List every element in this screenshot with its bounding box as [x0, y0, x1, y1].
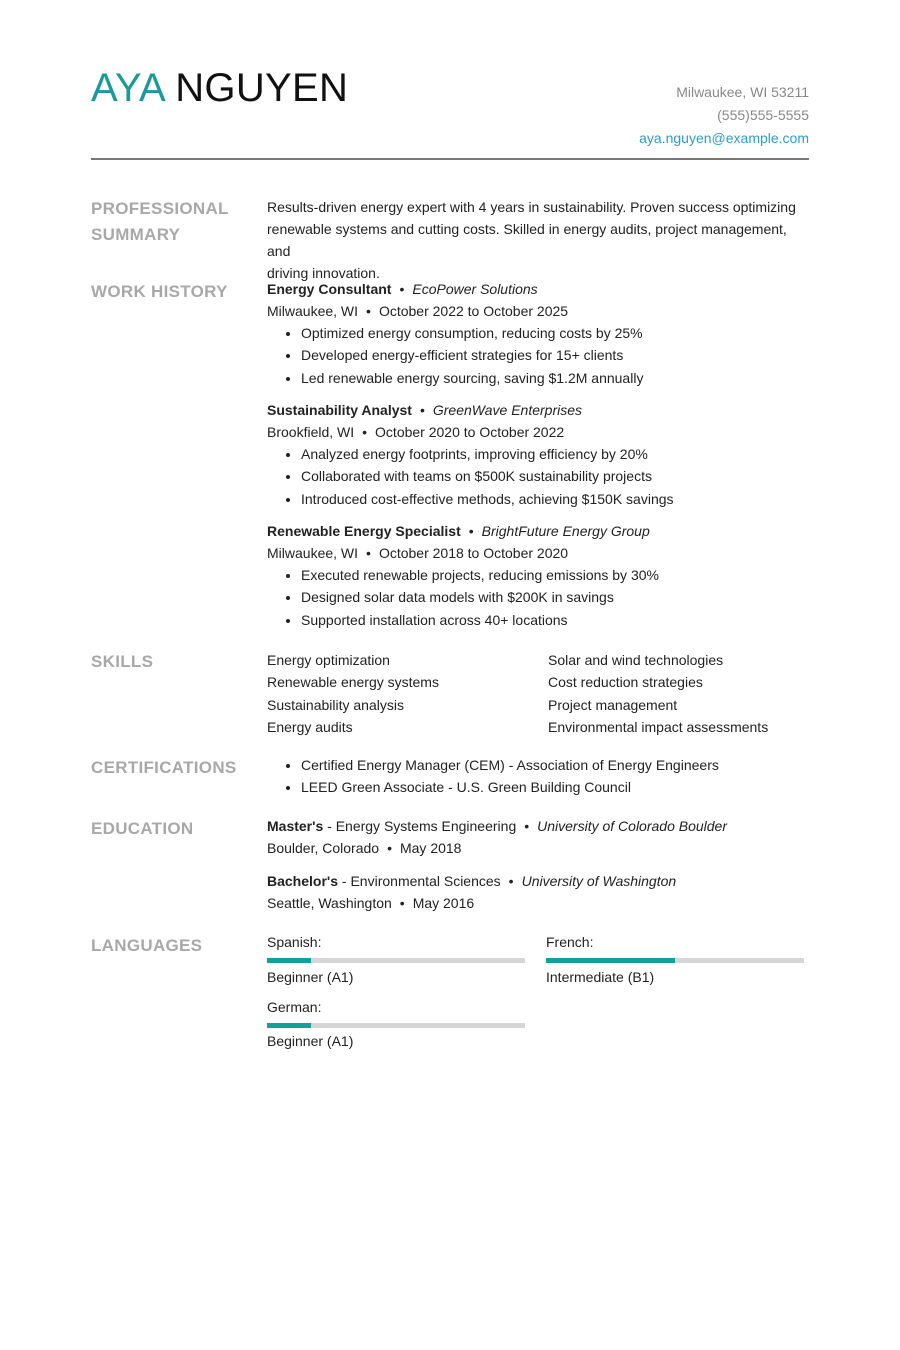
- summary-label-line-1: PROFESSIONAL: [91, 199, 229, 218]
- education-field: - Energy Systems Engineering: [323, 818, 517, 834]
- certifications-list: [267, 754, 807, 799]
- separator: •: [419, 402, 425, 418]
- language-proficiency-bar: [546, 958, 804, 963]
- job-bullet: • Introduced cost-effective methods, achieving $150K savings: [301, 488, 807, 510]
- education-school: University of Washington: [521, 873, 677, 889]
- job-entry: [267, 399, 807, 510]
- separator: •: [366, 545, 371, 561]
- language-name: Spanish:: [267, 934, 322, 950]
- header-divider: [91, 158, 809, 160]
- job-company: GreenWave Enterprises: [432, 402, 583, 418]
- separator: •: [524, 818, 530, 834]
- education-meta: [267, 837, 807, 859]
- skills-column-right: [548, 649, 768, 738]
- job-location: Milwaukee, WI: [267, 545, 359, 561]
- summary-line: renewable systems and cutting costs. Skilled in energy audits, project management, and: [267, 221, 787, 259]
- job-location: Brookfield, WI: [267, 424, 355, 440]
- job-bullet: • Developed energy-efficient strategies for 15+ clients: [301, 344, 807, 366]
- job-title: Renewable Energy Specialist: [267, 523, 461, 539]
- education-degree: Master's: [267, 818, 324, 834]
- last-name: NGUYEN: [175, 66, 349, 110]
- job-dates: October 2022 to October 2025: [378, 303, 569, 319]
- section-label-education: EDUCATION: [91, 819, 194, 838]
- education-school: University of Colorado Boulder: [537, 818, 728, 834]
- resume-header: [91, 60, 809, 160]
- job-meta: [267, 542, 807, 564]
- section-label-certifications: CERTIFICATIONS: [91, 758, 237, 777]
- candidate-name: [91, 64, 348, 112]
- skill-item: Energy audits: [267, 718, 353, 735]
- language-proficiency-fill: [546, 958, 675, 963]
- skill-item: Environmental impact assessments: [548, 718, 769, 735]
- job-meta: [267, 300, 807, 322]
- job-bullets: [267, 564, 807, 631]
- first-name: AYA: [91, 66, 164, 110]
- contact-phone: (555)555-5555: [717, 107, 809, 123]
- job-bullet: • Led renewable energy sourcing, saving $1.2M annually: [301, 367, 807, 389]
- education-meta: [267, 892, 807, 914]
- job-company: EcoPower Solutions: [412, 281, 538, 297]
- language-level: Beginner (A1): [267, 1033, 354, 1049]
- skill-item: Project management: [548, 696, 678, 713]
- job-dates: October 2020 to October 2022: [375, 424, 565, 440]
- job-heading: [267, 520, 807, 542]
- job-meta: [267, 421, 807, 443]
- job-bullet: • Analyzed energy footprints, improving efficiency by 20%: [301, 443, 807, 465]
- separator: •: [399, 895, 405, 911]
- contact-info: [639, 81, 809, 150]
- job-heading: [267, 278, 807, 300]
- skill-item: Sustainability analysis: [267, 696, 404, 713]
- education-entry: [267, 815, 807, 859]
- separator: •: [366, 303, 371, 319]
- separator: •: [508, 873, 514, 889]
- section-label-summary: [91, 196, 251, 248]
- job-bullet: • Executed renewable projects, reducing emissions by 30%: [301, 564, 807, 586]
- language-name: French:: [546, 934, 594, 950]
- job-bullet: • Optimized energy consumption, reducing costs by 25%: [301, 322, 807, 344]
- contact-email-link[interactable]: aya.nguyen@example.com: [639, 130, 809, 146]
- job-title: Sustainability Analyst: [267, 402, 412, 418]
- summary-label-line-2: SUMMARY: [91, 225, 181, 244]
- job-entry: [267, 520, 807, 631]
- education-field: - Environmental Sciences: [338, 873, 501, 889]
- skill-item: Cost reduction strategies: [548, 674, 703, 691]
- section-label-languages: LANGUAGES: [91, 936, 203, 955]
- education-heading: [267, 870, 807, 892]
- language-proficiency-bar: [267, 958, 525, 963]
- education-degree: Bachelor's: [267, 873, 339, 889]
- job-bullet: • Collaborated with teams on $500K sustainability projects: [301, 465, 807, 487]
- education-entry: [267, 870, 807, 914]
- certification-item: • LEED Green Associate - U.S. Green Building Council: [301, 776, 807, 798]
- job-bullet: • Supported installation across 40+ locations: [301, 609, 807, 631]
- job-bullet: • Designed solar data models with $200K in savings: [301, 586, 807, 608]
- language-proficiency-fill: [267, 958, 311, 963]
- section-label-skills: SKILLS: [91, 652, 154, 671]
- education-date: May 2016: [412, 895, 475, 911]
- language-proficiency-fill: [267, 1023, 311, 1028]
- job-entry: [267, 278, 807, 389]
- certification-bullets: [267, 754, 807, 799]
- skill-item: Solar and wind technologies: [548, 652, 724, 668]
- language-level: Intermediate (B1): [546, 969, 655, 985]
- job-bullets: [267, 322, 807, 389]
- skill-item: Energy optimization: [267, 652, 390, 668]
- education-heading: [267, 815, 807, 837]
- separator: •: [362, 424, 368, 440]
- separator: •: [387, 840, 392, 856]
- job-dates: October 2018 to October 2020: [378, 545, 569, 561]
- skill-item: Renewable energy systems: [267, 674, 439, 691]
- summary-line: driving innovation.: [267, 265, 380, 281]
- job-title: Energy Consultant: [267, 281, 392, 297]
- section-label-work-history: WORK HISTORY: [91, 282, 228, 301]
- job-heading: [267, 399, 807, 421]
- separator: •: [468, 523, 474, 539]
- summary-line: Results-driven energy expert with 4 years in sustainability. Proven success optimizing: [267, 199, 796, 215]
- education-location: Seattle, Washington: [267, 895, 392, 911]
- job-bullets: [267, 443, 807, 510]
- education-location: Boulder, Colorado: [267, 840, 380, 856]
- summary-text: [267, 196, 807, 284]
- skills-column-left: [267, 649, 439, 738]
- certification-item: • Certified Energy Manager (CEM) - Association of Energy Engineers: [301, 754, 807, 776]
- job-location: Milwaukee, WI: [267, 303, 359, 319]
- language-proficiency-bar: [267, 1023, 525, 1028]
- language-name: German:: [267, 999, 322, 1015]
- language-level: Beginner (A1): [267, 969, 354, 985]
- education-date: May 2018: [399, 840, 462, 856]
- separator: •: [399, 281, 405, 297]
- contact-location: Milwaukee, WI 53211: [676, 84, 809, 100]
- job-company: BrightFuture Energy Group: [481, 523, 650, 539]
